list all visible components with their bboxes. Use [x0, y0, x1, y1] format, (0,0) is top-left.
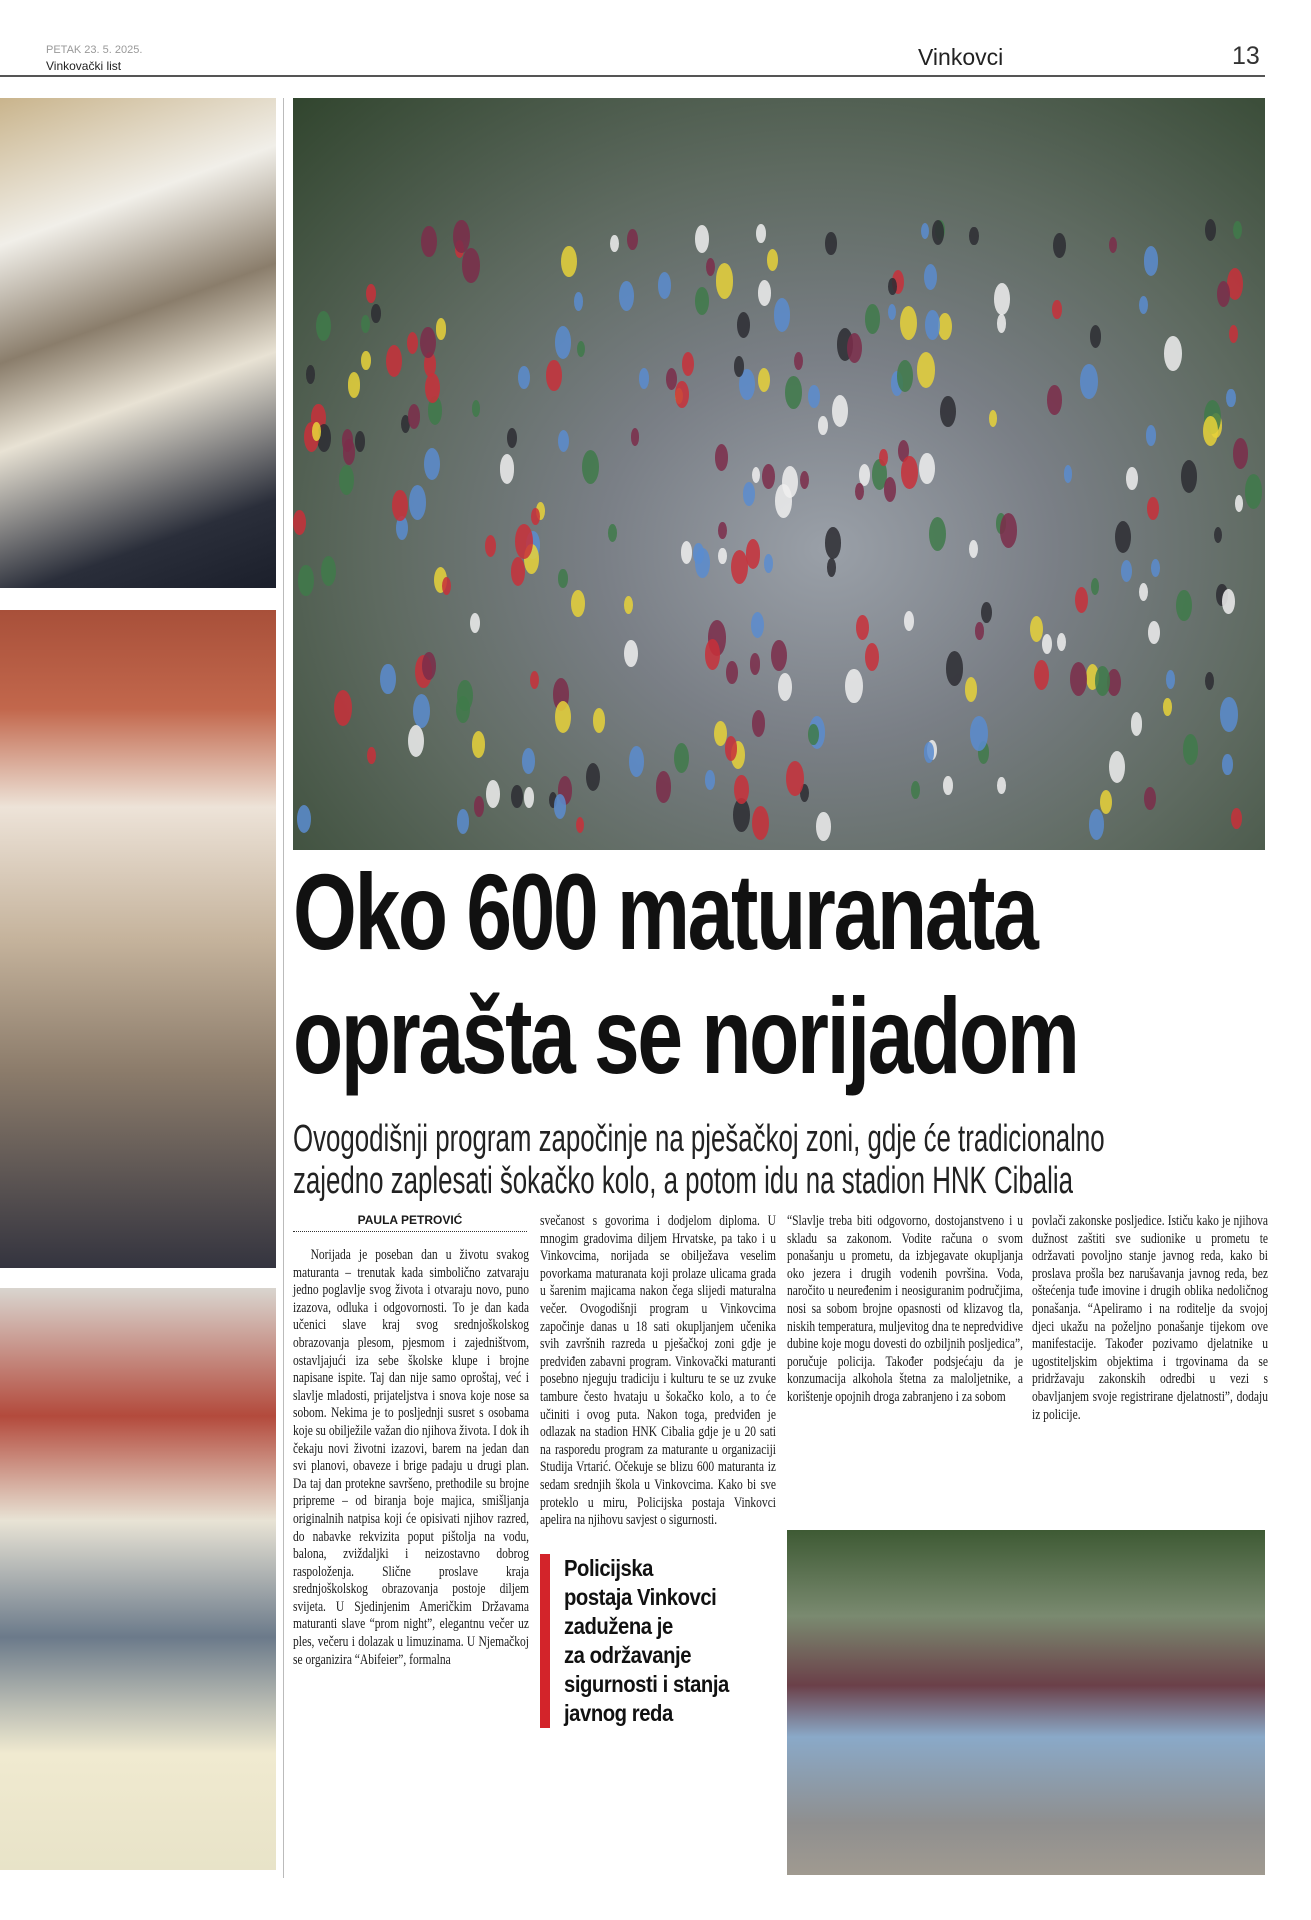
crowd-figure — [1109, 751, 1125, 783]
crowd-figure — [425, 373, 440, 403]
crowd-figure — [737, 312, 750, 338]
crowd-figure — [306, 365, 315, 383]
photo-students-dancing-kolo — [293, 98, 1265, 850]
crowd-figure — [518, 366, 530, 389]
crowd-figure — [530, 671, 539, 689]
crowd-figure — [752, 467, 760, 483]
header-divider — [0, 75, 1265, 77]
crowd-figure — [558, 569, 567, 588]
crowd-figure — [756, 224, 766, 243]
crowd-figure — [1034, 660, 1049, 690]
crowd-figure — [561, 246, 577, 277]
crowd-figure — [1131, 712, 1143, 736]
crowd-figure — [808, 724, 819, 745]
crowd-figure — [500, 454, 515, 484]
crowd-figure — [778, 673, 792, 701]
crowd-figure — [925, 310, 940, 340]
crowd-figure — [674, 743, 689, 774]
crowd-figure — [786, 761, 804, 796]
crowd-figure — [938, 313, 952, 340]
crowd-figure — [758, 368, 770, 392]
crowd-figure — [746, 539, 761, 569]
crowd-figure — [386, 345, 402, 377]
paragraph: povlači zakonske posljedice. Ističu kako je njihova dužnost zaštiti sve sudionike u prometu te održavati povoljno stanje javnog reda, kako bi proslava prošla bez narušavanja javnog reda, bez oštećenja tuđe imovine i drugih oblika nedoličnog ponašanja. “Apeliramo i na roditelje da svojoj djeci ukažu na poželjno ponašanje tijekom ove manifestacije. Također pozivamo djelatnike u ugostiteljskim objektima i trgovinama da se pridržavaju zakonskih odredbi u vezi s obavljanjem svoje registrirane djelatnosti”, dodaju iz policije. — [1032, 1213, 1268, 1423]
page-number: 13 — [1232, 42, 1260, 70]
crowd-figure — [940, 396, 956, 428]
crowd-figure — [312, 422, 321, 441]
crowd-figure — [656, 771, 672, 802]
crowd-figure — [715, 444, 728, 471]
article-column-1 — [293, 1247, 529, 1669]
crowd-figure — [1075, 587, 1088, 614]
crowd-figure — [1109, 237, 1117, 254]
crowd-figure — [825, 527, 841, 558]
crowd-figure — [751, 612, 764, 638]
crowd-figure — [734, 775, 749, 804]
pull-quote-line: sigurnosti i stanja — [564, 1670, 729, 1697]
paragraph: Norijada je poseban dan u životu svakog maturanta – trenutak kada simbolično zatvaraju jedno poglavlje svog života i otvaraju novo, puno izazova, odluka i odgovornosti. To je dan kada učenici slave kraj svog srednjoškolskog obrazovanja plesom, pjesmom i zajedništvom, ostavljajući iza sebe školske klupe i brojne napisane ispite. Taj dan nije samo oproštaj, već i slavlje mladosti, prijateljstva i snova koje nose sa sobom. Nekima je to posljednji susret s osobama koje su obilježile važan dio njihova života. I dok ih čekaju novi životni izazovi, barem na jedan dan svi planovi, obaveze i brige padaju u drugi plan. Da taj dan protekne savršeno, prethodile su brojne pripreme – od biranja boje majica, smišljanja originalnih natpisa koji će opisivati njihov razred, do nabavke rekvizita poput pištolja na vodu, balona, zviždaljki i neizostavno dobrog raspoloženja. Slične proslave kraja srednjoškolskog obrazovanja postoje diljem svijeta. U Sjedinjenim Američkim Državama maturanti slave “prom night”, elegantnu večer uz ples, večeru i dolazak u limuzinama. U Njemačkoj se organizira “Abifeier”, formalna — [293, 1247, 529, 1668]
crowd-figure — [764, 554, 773, 572]
crowd-figure — [981, 602, 992, 623]
crowd-figure — [888, 304, 896, 321]
crowd-figure — [297, 805, 311, 833]
crowd-figure — [750, 653, 761, 674]
crowd-figure — [582, 450, 599, 484]
crowd-figure — [522, 748, 535, 773]
crowd-figure — [752, 710, 766, 737]
crowd-figure — [457, 680, 473, 711]
crowd-figure — [943, 776, 953, 796]
crowd-figure — [997, 314, 1006, 333]
crowd-figure — [1095, 666, 1110, 696]
crowd-figure — [348, 372, 361, 398]
crowd-figure — [693, 543, 703, 564]
crowd-figure — [1222, 589, 1235, 615]
subheadline — [293, 1118, 1105, 1202]
crowd-figure — [1233, 221, 1242, 239]
photo-student-fair — [0, 610, 276, 1268]
crowd-figure — [316, 311, 331, 341]
crowd-figure — [361, 351, 371, 370]
paragraph: svečanost s govorima i dodjelom diploma. U mnogim gradovima diljem Hrvatske, pa tako i u Vinkovcima, norijada se obilježava veselim povorkama maturanata koji prolaze ulicama grada u šarenim majicama nakon čega slijedi maturalna večer. Ovogodišnji program u Vinkovcima započinje danas u 18 sati okupljanjem učenika svih završnih razreda u pješačkoj zoni gdje je predviđen zabavni program. Vinkovački maturanti posebno njeguju tradiciju i kulturu te se uz zvuke tambure često hvataju u šokačko kolo, a to će učiniti i ovog puta. Nakon toga, predviđen je odlazak na stadion HNK Cibalia gdje je u 20 sati na rasporedu program za maturante u organizaciji Studija Vrtarić. Očekuje se blizu 600 maturanta iz sedam srednjih škola u Vinkovcima. Kako bi sve proteklo u miru, Policijska postaja Vinkovci apelira na njihovu savjest o sigurnosti. — [540, 1213, 776, 1529]
crowd-figure — [855, 483, 864, 501]
newspaper-name: Vinkovački list — [46, 59, 122, 73]
headline-line: Oko 600 maturanata — [293, 851, 1037, 972]
crowd-figure — [865, 304, 880, 334]
crowd-figure — [884, 477, 897, 502]
crowd-figure — [470, 613, 480, 634]
crowd-figure — [1163, 698, 1172, 715]
crowd-figure — [762, 464, 775, 489]
crowd-figure — [946, 651, 963, 685]
column-divider — [283, 98, 284, 1878]
crowd-figure — [818, 416, 828, 435]
crowd-figure — [965, 677, 978, 702]
crowd-figure — [904, 611, 914, 631]
article-column-4 — [1032, 1213, 1268, 1424]
crowd-figure — [1226, 389, 1235, 407]
crowd-figure — [1057, 633, 1066, 651]
subheadline-line: zajedno zaplesati šokačko kolo, a potom idu na stadion HNK Cibalia — [293, 1160, 1073, 1202]
crowd-figure — [825, 232, 836, 254]
crowd-figure — [808, 385, 819, 408]
crowd-figure — [515, 524, 533, 560]
crowd-figure — [888, 278, 897, 296]
crowd-figure — [413, 694, 430, 728]
crowd-figure — [321, 556, 336, 586]
crowd-figure — [367, 747, 376, 765]
crowd-figure — [782, 466, 798, 498]
crowd-figure — [422, 652, 436, 680]
crowd-figure — [1176, 590, 1192, 622]
crowd-figure — [1139, 296, 1148, 314]
crowd-figure — [586, 763, 600, 791]
crowd-figure — [997, 777, 1005, 794]
crowd-figure — [774, 298, 791, 332]
crowd-figure — [624, 596, 633, 614]
crowd-figure — [1042, 634, 1052, 654]
crowd-figure — [695, 225, 709, 253]
crowd-figure — [816, 812, 830, 841]
crowd-figure — [576, 817, 584, 833]
crowd-figure — [1089, 809, 1105, 840]
paragraph: “Slavlje treba biti odgovorno, dostojanstveno i u skladu sa zakonom. Vodite računa o svom ponašanju u prometu, da izbjegavate okupljanja oko jezera i drugih vodenih površina. Voda, naročito u neuređenim i neosiguranim područjima, nosi sa sobom brojne opasnosti od klizavog tla, niskih temperatura, muljevitog dna te nepredvidive dubine koje mogu dovesti do ozbiljnih posljedica”, poručuje policija. Također podsjećaju da je konzumacija alkohola štetna za maloljetnike, a korištenje opojnih droga zabranjeno i za sobom — [787, 1213, 1023, 1405]
crowd-figure — [420, 327, 436, 359]
crowd-figure — [847, 333, 862, 363]
crowd-figure — [879, 449, 888, 467]
crowd-figure — [366, 284, 376, 304]
crowd-figure — [832, 395, 848, 427]
crowd-figure — [1148, 621, 1160, 644]
pull-quote-line: javnog reda — [564, 1699, 673, 1726]
crowd-figure — [718, 548, 726, 564]
crowd-figure — [794, 352, 803, 370]
crowd-figure — [1151, 559, 1160, 577]
crowd-figure — [716, 263, 734, 298]
article-column-3 — [787, 1213, 1023, 1407]
crowd-figure — [706, 258, 715, 276]
crowd-figure — [1181, 460, 1197, 492]
crowd-figure — [1115, 521, 1131, 553]
crowd-figure — [1214, 527, 1222, 544]
crowd-figure — [911, 781, 920, 799]
crowd-figure — [511, 785, 523, 808]
crowd-figure — [705, 639, 721, 670]
crowd-figure — [409, 485, 427, 520]
headline — [293, 850, 1078, 1098]
crowd-figure — [994, 283, 1010, 314]
crowd-figure — [1090, 325, 1101, 348]
crowd-figure — [624, 640, 638, 667]
crowd-figure — [924, 264, 937, 290]
crowd-figure — [293, 510, 306, 535]
crowd-figure — [610, 235, 619, 252]
crowd-figure — [546, 360, 561, 391]
crowd-figure — [1047, 385, 1062, 414]
crowd-figure — [1217, 281, 1230, 307]
headline-line: oprašta se norijadom — [293, 975, 1078, 1096]
crowd-figure — [421, 226, 436, 257]
crowd-figure — [486, 780, 500, 808]
pull-quote-line: Policijska — [564, 1554, 653, 1581]
crowd-figure — [639, 368, 649, 389]
crowd-figure — [734, 356, 744, 377]
crowd-figure — [571, 590, 584, 617]
crowd-figure — [407, 332, 418, 354]
crowd-figure — [361, 315, 370, 333]
crowd-figure — [442, 577, 451, 595]
crowd-figure — [743, 482, 755, 506]
crowd-figure — [658, 272, 671, 298]
crowd-figure — [1091, 578, 1099, 595]
crowd-figure — [919, 453, 935, 484]
pull-quote-line: postaja Vinkovci — [564, 1583, 717, 1610]
crowd-figure — [577, 341, 585, 357]
crowd-figure — [507, 428, 517, 448]
crowd-figure — [629, 746, 644, 777]
crowd-figure — [574, 292, 583, 310]
photo-students-group — [787, 1530, 1265, 1875]
crowd-figure — [845, 669, 862, 703]
crowd-figure — [1144, 787, 1156, 811]
crowd-figure — [593, 708, 606, 733]
crowd-figure — [932, 220, 945, 246]
crowd-figure — [355, 431, 365, 452]
crowd-figure — [1139, 583, 1148, 602]
crowd-figure — [969, 227, 978, 246]
crowd-figure — [900, 306, 917, 340]
crowd-figure — [1064, 465, 1073, 483]
crowd-figure — [970, 716, 988, 751]
crowd-figure — [1245, 474, 1263, 509]
crowd-figure — [1070, 662, 1087, 696]
crowd-figure — [752, 806, 769, 840]
crowd-figure — [726, 661, 737, 684]
crowd-figure — [408, 725, 424, 757]
photo-pastry-chef — [0, 98, 276, 588]
crowd-figure — [969, 540, 978, 558]
crowd-figure — [1164, 336, 1181, 371]
pull-quote — [540, 1554, 776, 1728]
crowd-figure — [1183, 734, 1198, 765]
crowd-figure — [457, 809, 469, 834]
section-title: Vinkovci — [918, 44, 1004, 70]
crowd-figure — [392, 490, 408, 521]
crowd-figure — [682, 352, 694, 376]
crowd-figure — [827, 558, 836, 576]
crowd-figure — [1231, 808, 1242, 829]
crowd-figure — [1233, 438, 1248, 468]
crowd-figure — [436, 318, 447, 340]
crowd-figure — [1222, 754, 1232, 775]
crowd-figure — [1235, 495, 1243, 511]
crowd-figure — [627, 229, 638, 250]
crowd-figure — [619, 281, 634, 311]
crowd-figure — [1030, 616, 1043, 642]
article-column-2 — [540, 1213, 776, 1728]
crowd-figure — [758, 280, 771, 305]
crowd-figure — [485, 535, 496, 557]
crowd-figure — [380, 664, 395, 695]
crowd-figure — [705, 770, 715, 789]
crowd-figure — [531, 508, 540, 525]
pull-quote-line: za održavanje — [564, 1641, 692, 1668]
crowd-figure — [1121, 560, 1132, 582]
crowd-figure — [675, 381, 689, 409]
crowd-figure — [334, 690, 352, 726]
crowd-figure — [524, 787, 534, 808]
crowd-figure — [474, 796, 484, 817]
crowd-figure — [921, 223, 929, 239]
crowd-figure — [371, 304, 380, 323]
crowd-figure — [472, 731, 485, 758]
crowd-figure — [1205, 672, 1214, 690]
crowd-figure — [1166, 670, 1175, 689]
crowd-figure — [1146, 425, 1156, 446]
crowd-figure — [681, 541, 693, 564]
crowd-figure — [695, 287, 709, 315]
crowd-figure — [608, 524, 617, 542]
crowd-figure — [767, 249, 778, 271]
crowd-figure — [1052, 300, 1062, 319]
crowd-figure — [408, 404, 420, 429]
crowd-figure — [989, 410, 997, 427]
subheadline-line: Ovogodišnji program započinje na pješačkoj zoni, gdje će tradicionalno — [293, 1118, 1105, 1160]
crowd-figure — [424, 448, 440, 480]
crowd-figure — [1205, 219, 1216, 241]
byline: PAULA PETROVIĆ — [293, 1213, 527, 1232]
crowd-figure — [631, 428, 640, 446]
crowd-figure — [339, 465, 354, 495]
crowd-figure — [1147, 497, 1159, 520]
crowd-figure — [1053, 233, 1066, 258]
crowd-figure — [1100, 790, 1112, 814]
crowd-figure — [771, 640, 787, 672]
crowd-figure — [917, 352, 935, 388]
crowd-figure — [555, 326, 571, 359]
crowd-figure — [897, 360, 913, 391]
crowd-figure — [785, 376, 802, 410]
crowd-figure — [975, 622, 984, 639]
crowd-figure — [511, 557, 525, 585]
crowd-figure — [462, 248, 479, 283]
pull-quote-line: zadužena je — [564, 1612, 673, 1639]
crowd-figure — [1080, 364, 1097, 399]
crowd-figure — [472, 400, 480, 417]
crowd-figure — [865, 643, 879, 671]
photo-sports-hall-fair — [0, 1288, 276, 1870]
crowd-figure — [718, 522, 727, 540]
crowd-figure — [800, 471, 809, 489]
crowd-figure — [558, 430, 569, 452]
crowd-figure — [298, 565, 314, 596]
crowd-figure — [555, 701, 571, 733]
crowd-figure — [453, 220, 469, 253]
crowd-figure — [929, 517, 946, 551]
crowd-figure — [856, 615, 869, 641]
crowd-figure — [554, 794, 566, 819]
crowd-figure — [1144, 246, 1159, 275]
crowd-figure — [1000, 513, 1018, 548]
crowd-figure — [1229, 325, 1238, 343]
crowd-figure — [1126, 467, 1138, 491]
crowd-figure — [1220, 697, 1237, 732]
crowd-figure — [901, 456, 917, 489]
issue-date: PETAK 23. 5. 2025. — [46, 44, 143, 56]
